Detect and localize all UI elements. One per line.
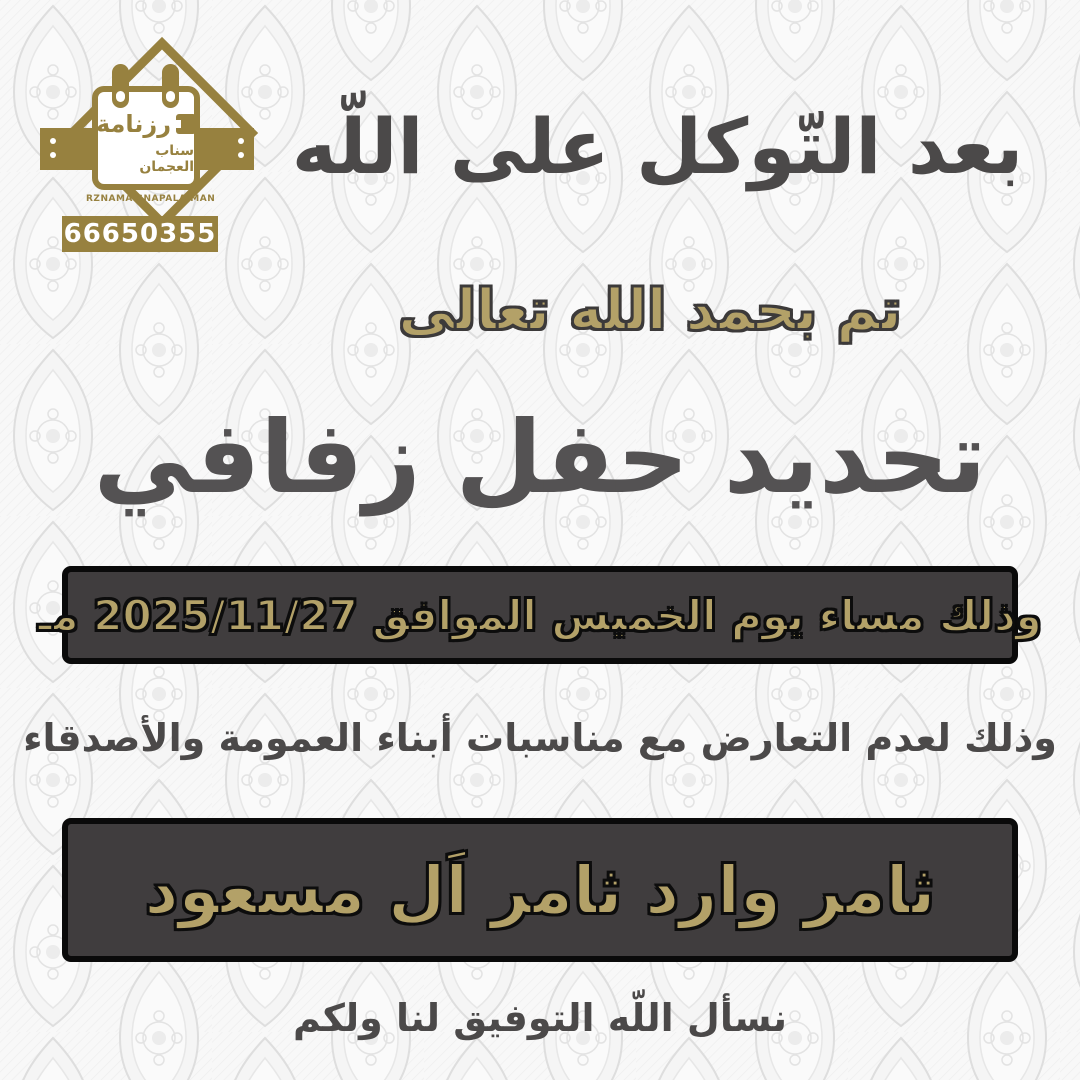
closing-line: نسأل اللّه التوفيق لنا ولكم — [292, 996, 788, 1040]
opening-title: بعد التّوكل على اللّه — [291, 102, 1024, 191]
logo-brand-arabic: رزنامة — [95, 109, 172, 138]
band-dot — [238, 138, 244, 144]
calendar-ring-icon — [162, 64, 179, 108]
name-banner — [62, 818, 1018, 962]
praise-line: تم بحمد الله تعالى — [398, 278, 902, 343]
phone-number: 66650355 — [63, 219, 217, 249]
calendar-icon — [92, 86, 200, 190]
logo-subtitle-arabic: سناب العجمان — [139, 142, 194, 175]
logo-brand-english: RZNAMA SNAPALAJMAN — [86, 194, 216, 204]
band-dot — [50, 152, 56, 158]
date-text: وذلك مساء يوم الخميس الموافق 2025/11/27 مـ — [38, 590, 1042, 640]
snap-square-icon — [176, 114, 196, 134]
band-dot — [238, 152, 244, 158]
calendar-ring-icon — [112, 64, 129, 108]
groom-name: ثامر وارد ثامر اَل مسعود — [144, 851, 936, 929]
band-dot — [50, 138, 56, 144]
date-banner — [38, 566, 1042, 664]
reason-line: وذلك لعدم التعارض مع مناسبات أبناء العمومة والأصدقاء — [23, 716, 1057, 760]
headline-title: تحديد حفل زفافي — [93, 399, 987, 516]
phone-number-banner — [62, 216, 218, 252]
brand-logo — [36, 24, 260, 260]
